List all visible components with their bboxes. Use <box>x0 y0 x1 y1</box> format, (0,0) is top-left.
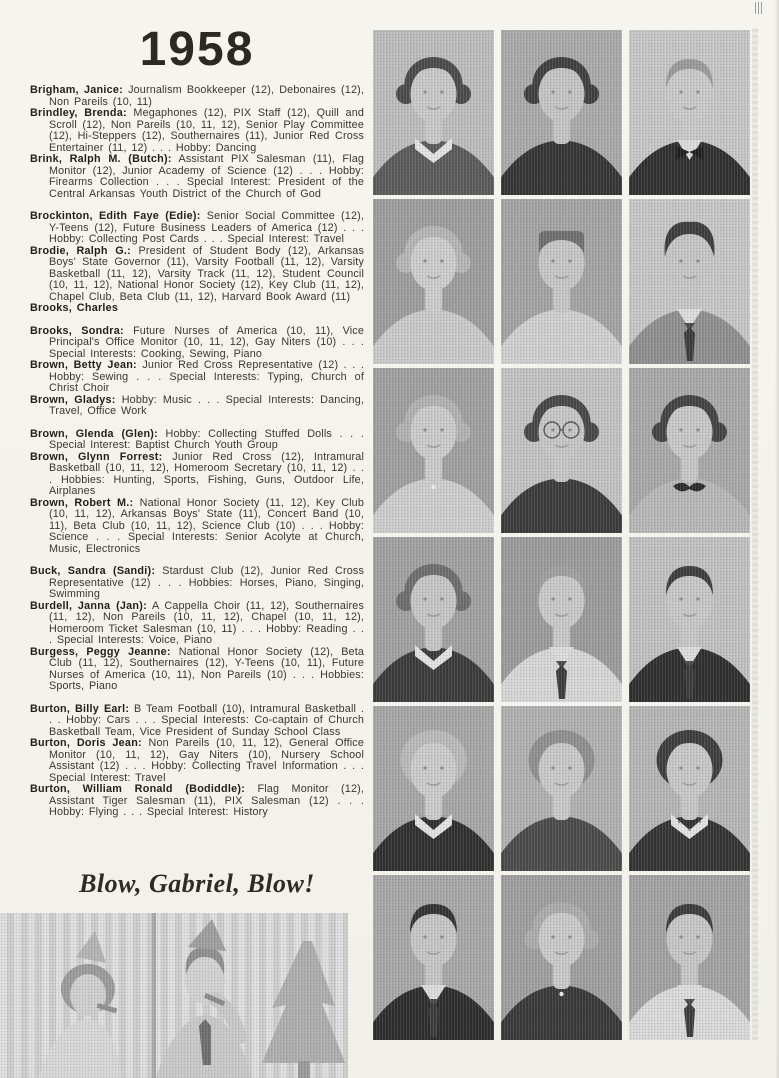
student-activities: A Cappella Choir (11, 12), Southernaires (11, 12), Non Pareils (10, 11, 12), Chapel (10, 11, 12), Homeroom Ticket Salesman (10, 11) . . . Hobby: Reading . . . Special Interests: Voice, Piano <box>49 599 365 646</box>
portrait-photo <box>373 537 494 702</box>
portrait-photo <box>629 875 750 1040</box>
student-entry <box>30 704 364 739</box>
student-activities: Flag Monitor (12), Assistant Tiger Salesman (11), PIX Salesman (12) . . . Hobby: Flying . . . Special Interest: History <box>49 783 365 818</box>
student-name: Burgess, Peggy Jeanne: <box>30 645 171 658</box>
portrait-illustration <box>501 368 622 533</box>
student-activities: Senior Social Committee (12), Y-Teens (12), Future Business Leaders of America (12) . . . Hobby: Collecting Post Cards . . . Special Interest: Travel <box>49 210 364 245</box>
student-entry <box>30 360 364 395</box>
student-entry <box>30 108 364 154</box>
portrait-photo <box>629 30 750 195</box>
student-activities: President of Student Body (12), Arkansas Boys' State Governor (11), Varsity Football (11, 12), Varsity Basketball (11, 12), Varsity Track (11, 12), Student Council (10, 11, 12), National Honor Society (12), Key Club (11, 12), Chapel Club, Beta Club (11, 12), Harvard Book Award (11) <box>49 244 364 303</box>
student-name: Brooks, Sondra: <box>30 324 124 337</box>
party-photo <box>0 913 348 1078</box>
portrait-photo <box>501 537 622 702</box>
student-entry <box>30 566 364 601</box>
student-name: Brigham, Janice: <box>30 84 123 96</box>
portrait-illustration <box>373 30 494 195</box>
portrait-illustration <box>629 706 750 871</box>
portrait-photo <box>501 706 622 871</box>
student-name: Brodie, Ralph G.: <box>30 244 132 257</box>
portrait-illustration <box>373 537 494 702</box>
student-entry <box>30 498 364 556</box>
portrait-photo <box>501 30 622 195</box>
portrait-photo <box>373 199 494 364</box>
student-entry <box>30 326 364 361</box>
student-name: Brown, Glenda (Glen): <box>30 427 158 440</box>
student-activities: Non Pareils (10, 11, 12), General Office Monitor (10, 11, 12), Gay Niters (10), Nursery School Assistant (12) . . . Hobby: Collecting Travel Information . . . Special Interest: Travel <box>49 737 364 784</box>
portrait-illustration <box>629 875 750 1040</box>
portrait-photo <box>629 199 750 364</box>
portrait-illustration <box>629 537 750 702</box>
student-name: Buck, Sandra (Sandi): <box>30 565 156 577</box>
student-activities: B Team Football (10), Intramural Basketball . . . Hobby: Cars . . . Special Interests: Co-captain of Church Basketball Team, Vice President of Sunday School Class <box>49 702 364 738</box>
portrait-photo <box>373 875 494 1040</box>
student-name: Brown, Glynn Forrest: <box>30 450 163 463</box>
student-entry <box>30 429 364 452</box>
portrait-photo <box>501 368 622 533</box>
portrait-photo <box>501 875 622 1040</box>
student-entry <box>30 784 364 819</box>
student-name: Brown, Betty Jean: <box>30 359 137 371</box>
page-title: 1958 <box>139 23 255 76</box>
student-activities: Stardust Club (12), Junior Red Cross Representative (12) . . . Hobbies: Horses, Piano, Singing, Swimming <box>49 565 365 600</box>
portrait-photo <box>373 30 494 195</box>
student-entry <box>30 647 364 693</box>
student-activities: Megaphones (12), PIX Staff (12), Quill and Scroll (12), Non Pareils (10, 11, 12), Senior Play Committee (12), Hi-Steppers (12), Southernaires (11), Junior Red Cross Entertainer (11, 12) . . . Hobby: Dancing <box>49 107 365 154</box>
portrait-illustration <box>501 706 622 871</box>
photo-caption: Blow, Gabriel, Blow! <box>79 869 315 898</box>
portrait-photo <box>373 706 494 871</box>
party-boy-figure <box>156 919 252 1078</box>
scan-artifact-strip <box>752 28 758 1040</box>
student-activities: Junior Red Cross Representative (12) . . . Hobby: Sewing . . . Special Interests: Typing, Church of Christ Choir <box>49 359 364 394</box>
student-entry <box>30 85 364 108</box>
student-entry <box>30 303 364 315</box>
text-column <box>30 24 364 819</box>
portrait-illustration <box>373 368 494 533</box>
student-name: Burton, Billy Earl: <box>30 702 130 715</box>
student-activities: Hobby: Collecting Stuffed Dolls . . . Special Interest: Baptist Church Youth Group <box>49 427 364 451</box>
portrait-illustration <box>373 199 494 364</box>
portrait-illustration <box>629 199 750 364</box>
student-name: Brindley, Brenda: <box>30 107 127 119</box>
student-entry <box>30 246 364 304</box>
portrait-illustration <box>629 368 750 533</box>
portrait-photo-grid <box>373 30 750 1040</box>
student-activities: Hobby: Music . . . Special Interests: Dancing, Travel, Office Work <box>49 393 364 417</box>
portrait-illustration <box>501 199 622 364</box>
page-edge-shadow <box>775 0 779 1078</box>
student-name: Brockinton, Edith Faye (Edie): <box>30 210 201 222</box>
portrait-illustration <box>501 537 622 702</box>
student-activities: Future Nurses of America (10, 11), Vice Principal's Office Monitor (10, 11, 12), Gay Niters (10) . . . Special Interests: Cooking, Sewing, Piano <box>49 324 365 360</box>
portrait-illustration <box>373 706 494 871</box>
portrait-photo <box>629 706 750 871</box>
scan-artifact-corner <box>755 2 764 14</box>
portrait-photo <box>629 537 750 702</box>
student-activities: National Honor Society (11, 12), Key Club (10, 11, 12), Arkansas Boys' State (11), Concert Band (10, 11), Beta Club (10, 11, 12), Science Club (10) . . . Hobby: Science . . . Special Interests: Senior Acolyte at Church, Music, Electronics <box>49 496 364 555</box>
student-name: Brown, Gladys: <box>30 393 116 406</box>
portrait-illustration <box>501 30 622 195</box>
student-entry <box>30 452 364 498</box>
student-entry <box>30 395 364 418</box>
student-activities: Journalism Bookkeeper (12), Debonaires (12), Non Pareils (10, 11) <box>49 84 364 108</box>
portrait-photo <box>629 368 750 533</box>
party-photo-illustration <box>0 913 348 1078</box>
christmas-tree-shape <box>262 941 345 1078</box>
student-name: Brooks, Charles <box>30 302 119 314</box>
student-activities: Assistant PIX Salesman (11), Flag Monitor (12), Junior Academy of Science (12) . . . Hobby: Firearms Collection . . . Special Interest: President of the Central Arkansas Youth District of the Church of God <box>49 153 365 200</box>
student-name: Burton, Doris Jean: <box>30 737 142 749</box>
student-name: Burton, William Ronald (Bodiddle): <box>30 783 246 795</box>
student-entry <box>30 738 364 784</box>
portrait-photo <box>373 368 494 533</box>
student-entries <box>30 85 364 819</box>
student-name: Burdell, Janna (Jan): <box>30 599 147 612</box>
student-name: Brown, Robert M.: <box>30 496 134 509</box>
portrait-photo <box>501 199 622 364</box>
student-entry <box>30 601 364 647</box>
portrait-illustration <box>629 30 750 195</box>
portrait-illustration <box>373 875 494 1040</box>
student-entry <box>30 154 364 200</box>
student-activities: Junior Red Cross (12), Intramural Basketball (10, 11, 12), Homeroom Secretary (10, 11, 12) . . . Hobbies: Hunting, Sports, Fishing, Guns, Outdoor Life, Airplanes <box>49 450 364 497</box>
student-activities: National Honor Society (12), Beta Club (11, 12), Southernaires (12), Y-Teens (10, 11), Future Nurses of America (10, 11), Non Pareils (10) . . . Hobbies: Sports, Piano <box>49 645 365 692</box>
student-name: Brink, Ralph M. (Butch): <box>30 153 172 165</box>
student-entry <box>30 211 364 246</box>
portrait-illustration <box>501 875 622 1040</box>
party-girl-figure <box>38 931 122 1078</box>
